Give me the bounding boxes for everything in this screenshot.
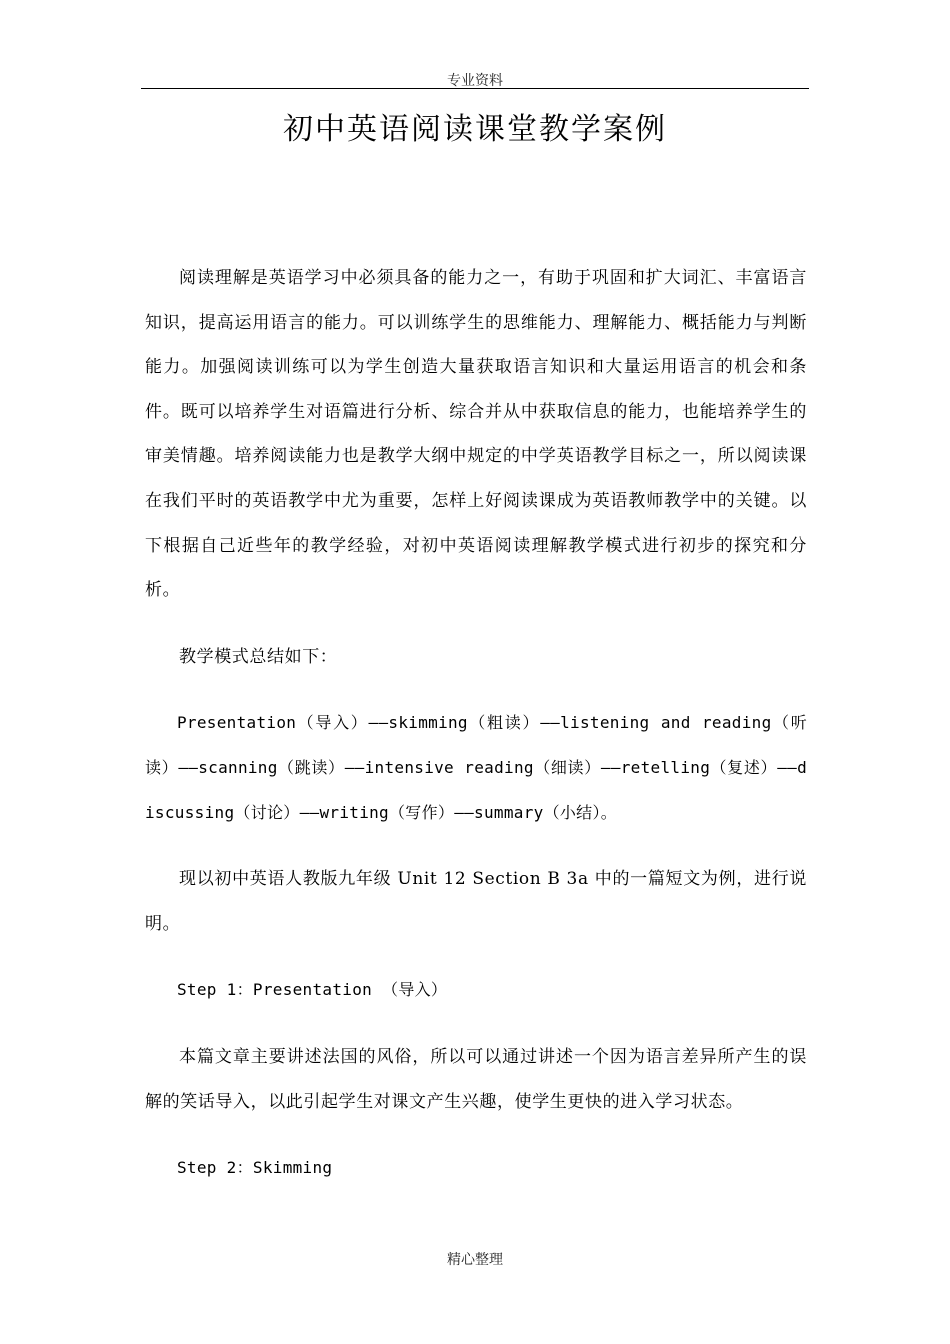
intro-paragraph: 阅读理解是英语学习中必须具备的能力之一，有助于巩固和扩大词汇、丰富语言知识，提高运用语言的能力。可以训练学生的思维能力、理解能力、概括能力与判断能力。加强阅读训练可以为学生创造大量获取语言知识和大量运用语言的机会和条件。既可以培养学生对语篇进行分析、综合并从中获取信息的能力，也能培养学生的审美情趣。培养阅读能力也是教学大纲中规定的中学英语教学目标之一，所以阅读课在我们平时的英语教学中尤为重要，怎样上好阅读课成为英语教师教学中的关键。以下根据自己近些年的教学经验，对初中英语阅读理解教学模式进行初步的探究和分析。 <box>145 268 807 601</box>
step1-body: 本篇文章主要讲述法国的风俗，所以可以通过讲述一个因为语言差异所产生的误解的笑话导入，以此引起学生对课文产生兴趣，使学生更快的进入学习状态。 <box>145 1046 807 1112</box>
document-body <box>145 256 807 1191</box>
document-title: 初中英语阅读课堂教学案例 <box>283 112 667 147</box>
example-paragraph: 现以初中英语人教版九年级 Unit 12 Section B 3a 中的一篇短文为例，进行说明。 <box>145 869 807 934</box>
step2-heading: Step 2：Skimming <box>177 1158 333 1178</box>
model-flow-paragraph: Presentation（导入）——skimming（粗读）——listening and reading（听读）——scanning（跳读）——intensive reading（细读）——retelling（复述）——discussing（讨论）——writing（写作）——summary（小结）。 <box>145 713 807 822</box>
model-heading: 教学模式总结如下： <box>179 646 338 667</box>
page-footer: 精心整理 <box>447 1252 503 1268</box>
page-header: 专业资料 <box>447 73 503 89</box>
header-rule <box>141 88 809 89</box>
step1-heading: Step 1：Presentation （导入） <box>177 980 448 1000</box>
